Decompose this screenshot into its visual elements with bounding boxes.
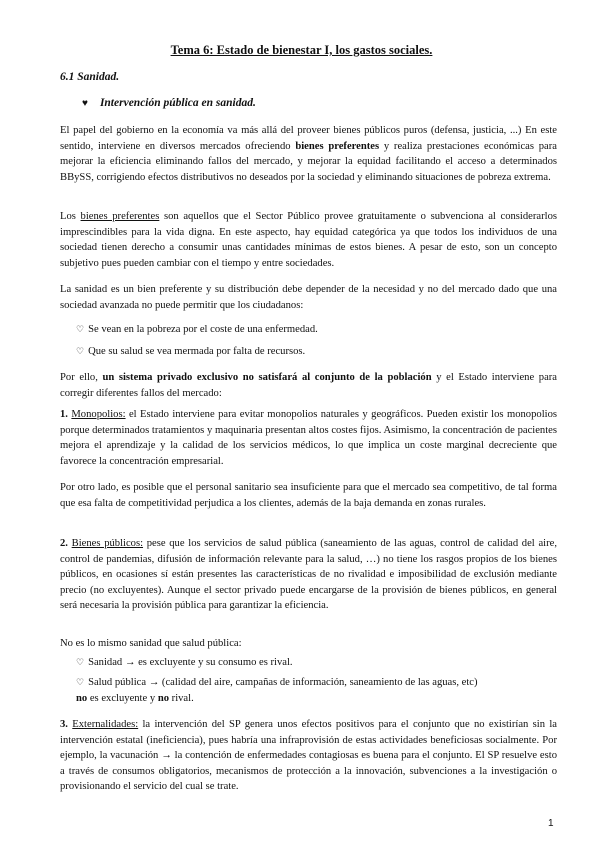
paragraph-bienes-preferentes: Los bienes preferentes son aquellos que el Sector Público provee gratuitamente o subvenciona al considerarlos imprescindibles para la vida digna. En este aspecto, hay equidad categórica ya que todos los individuos de una sociedad tienen derecho a consumir unas cantidades mínimas de estos bienes. A pesar de esto, son un concepto subjetivo pues pueden cambiar con el tiempo y entre sociedades. (60, 211, 557, 269)
paragraph-sanidad: La sanidad es un bien preferente y su distribución debe depender de la necesidad y no del mercado dado que una sociedad avanzada no puede permitir que los ciudadanos: (60, 284, 557, 311)
heart-bullet-icon: ♥ (82, 98, 88, 109)
paragraph-intro: El papel del gobierno en la economía va más allá del proveer bienes públicos puros (defensa, justicia, ...) En este sentido, interviene en diversos mercados ofreciendo bienes preferentes y realiza prestaciones económicas para mejorar la eficiencia eliminando fallos del mercado, y mejorar la equidad facilitando el acceso a determinados BBySS, corrigiendo efectos distributivos no deseados por la sociedad y eliminando situaciones de pobreza extrema. (60, 125, 557, 183)
heart-outline-icon: ♡ (76, 677, 85, 687)
arrow-icon: → (124, 657, 136, 668)
page-title: Tema 6: Estado de bienestar I, los gastos sociales. (170, 43, 433, 57)
heart-outline-icon: ♡ (76, 324, 85, 334)
page-number: 1 (548, 818, 554, 829)
paragraph-monopolios: 1. Monopolios: el Estado interviene para evitar monopolios naturales y geográficos. Pueden existir los monopolios porque determinados tratamientos y maquinaria presentan altos costes fijos. Asimismo, la concentración de pacientes mejora el aprendizaje y la calidad de los servicios médicos, lo que implica un coste marginal decreciente que favorece la concentración empresarial. (60, 409, 557, 467)
list-item: ♡ Se vean en la pobreza por el coste de una enfermedad. (76, 324, 318, 335)
heart-outline-icon: ♡ (76, 657, 85, 667)
paragraph-personal-sanitario: Por otro lado, es posible que el personal sanitario sea insuficiente para que el mercado sea competitivo, de tal forma que esa falta de competitividad perjudica a los clientes, además de la baja demanda en zonas rurales. (60, 482, 557, 509)
bullet-heading-text: Intervención pública en sanidad. (99, 97, 256, 109)
heart-outline-icon: ♡ (76, 346, 85, 356)
list-item: ♡ Salud pública → (calidad del aire, campañas de información, saneamiento de las aguas, etc) no es excluyente y no rival. (76, 677, 478, 704)
paragraph-sanidad-vs-salud: No es lo mismo sanidad que salud pública: (60, 638, 242, 649)
list-item: ♡ Sanidad → es excluyente y su consumo es rival. (76, 657, 293, 668)
bullet-heading (82, 97, 256, 109)
arrow-icon: → (161, 750, 172, 761)
paragraph-externalidades: 3. Externalidades: la intervención del SP genera unos efectos positivos para el conjunto que no existirían sin la intervención estatal (ineficiencia), pues habría una infraprovisión de estas actividades beneficiosas socialmente. Por ejemplo, la vacunación → la contención de enfermedades contagiosas es buena para el conjunto. El SP resuelve esto a través de consumos obligatorios, mecanismos de protección a la innovación, subvenciones a la investigación o provisionando el servicio del cual se trate. (60, 719, 557, 792)
paragraph-bienes-publicos: 2. Bienes públicos: pese que los servicios de salud pública (saneamiento de las aguas, control de calidad del aire, control de pandemias, difusión de información relevante para la salud, …) no tiene los rasgos propios de los bienes públicos, en ocasiones sí están presentes las características de no rivalidad e imposibilidad de exclusión mediante precio (no excluyentes). Aunque el sector privado puede encargarse de la provisión de bienes públicos, en general será necesaria la provisión pública para garantizar la eficiencia. (60, 538, 557, 611)
paragraph-por-ello: Por ello, un sistema privado exclusivo no satisfará al conjunto de la población y el Estado interviene para corregir diferentes fallos del mercado: (60, 372, 557, 399)
list-item: ♡ Que su salud se vea mermada por falta de recursos. (76, 346, 306, 357)
section-heading: 6.1 Sanidad. (60, 71, 120, 83)
arrow-icon: → (148, 677, 160, 688)
